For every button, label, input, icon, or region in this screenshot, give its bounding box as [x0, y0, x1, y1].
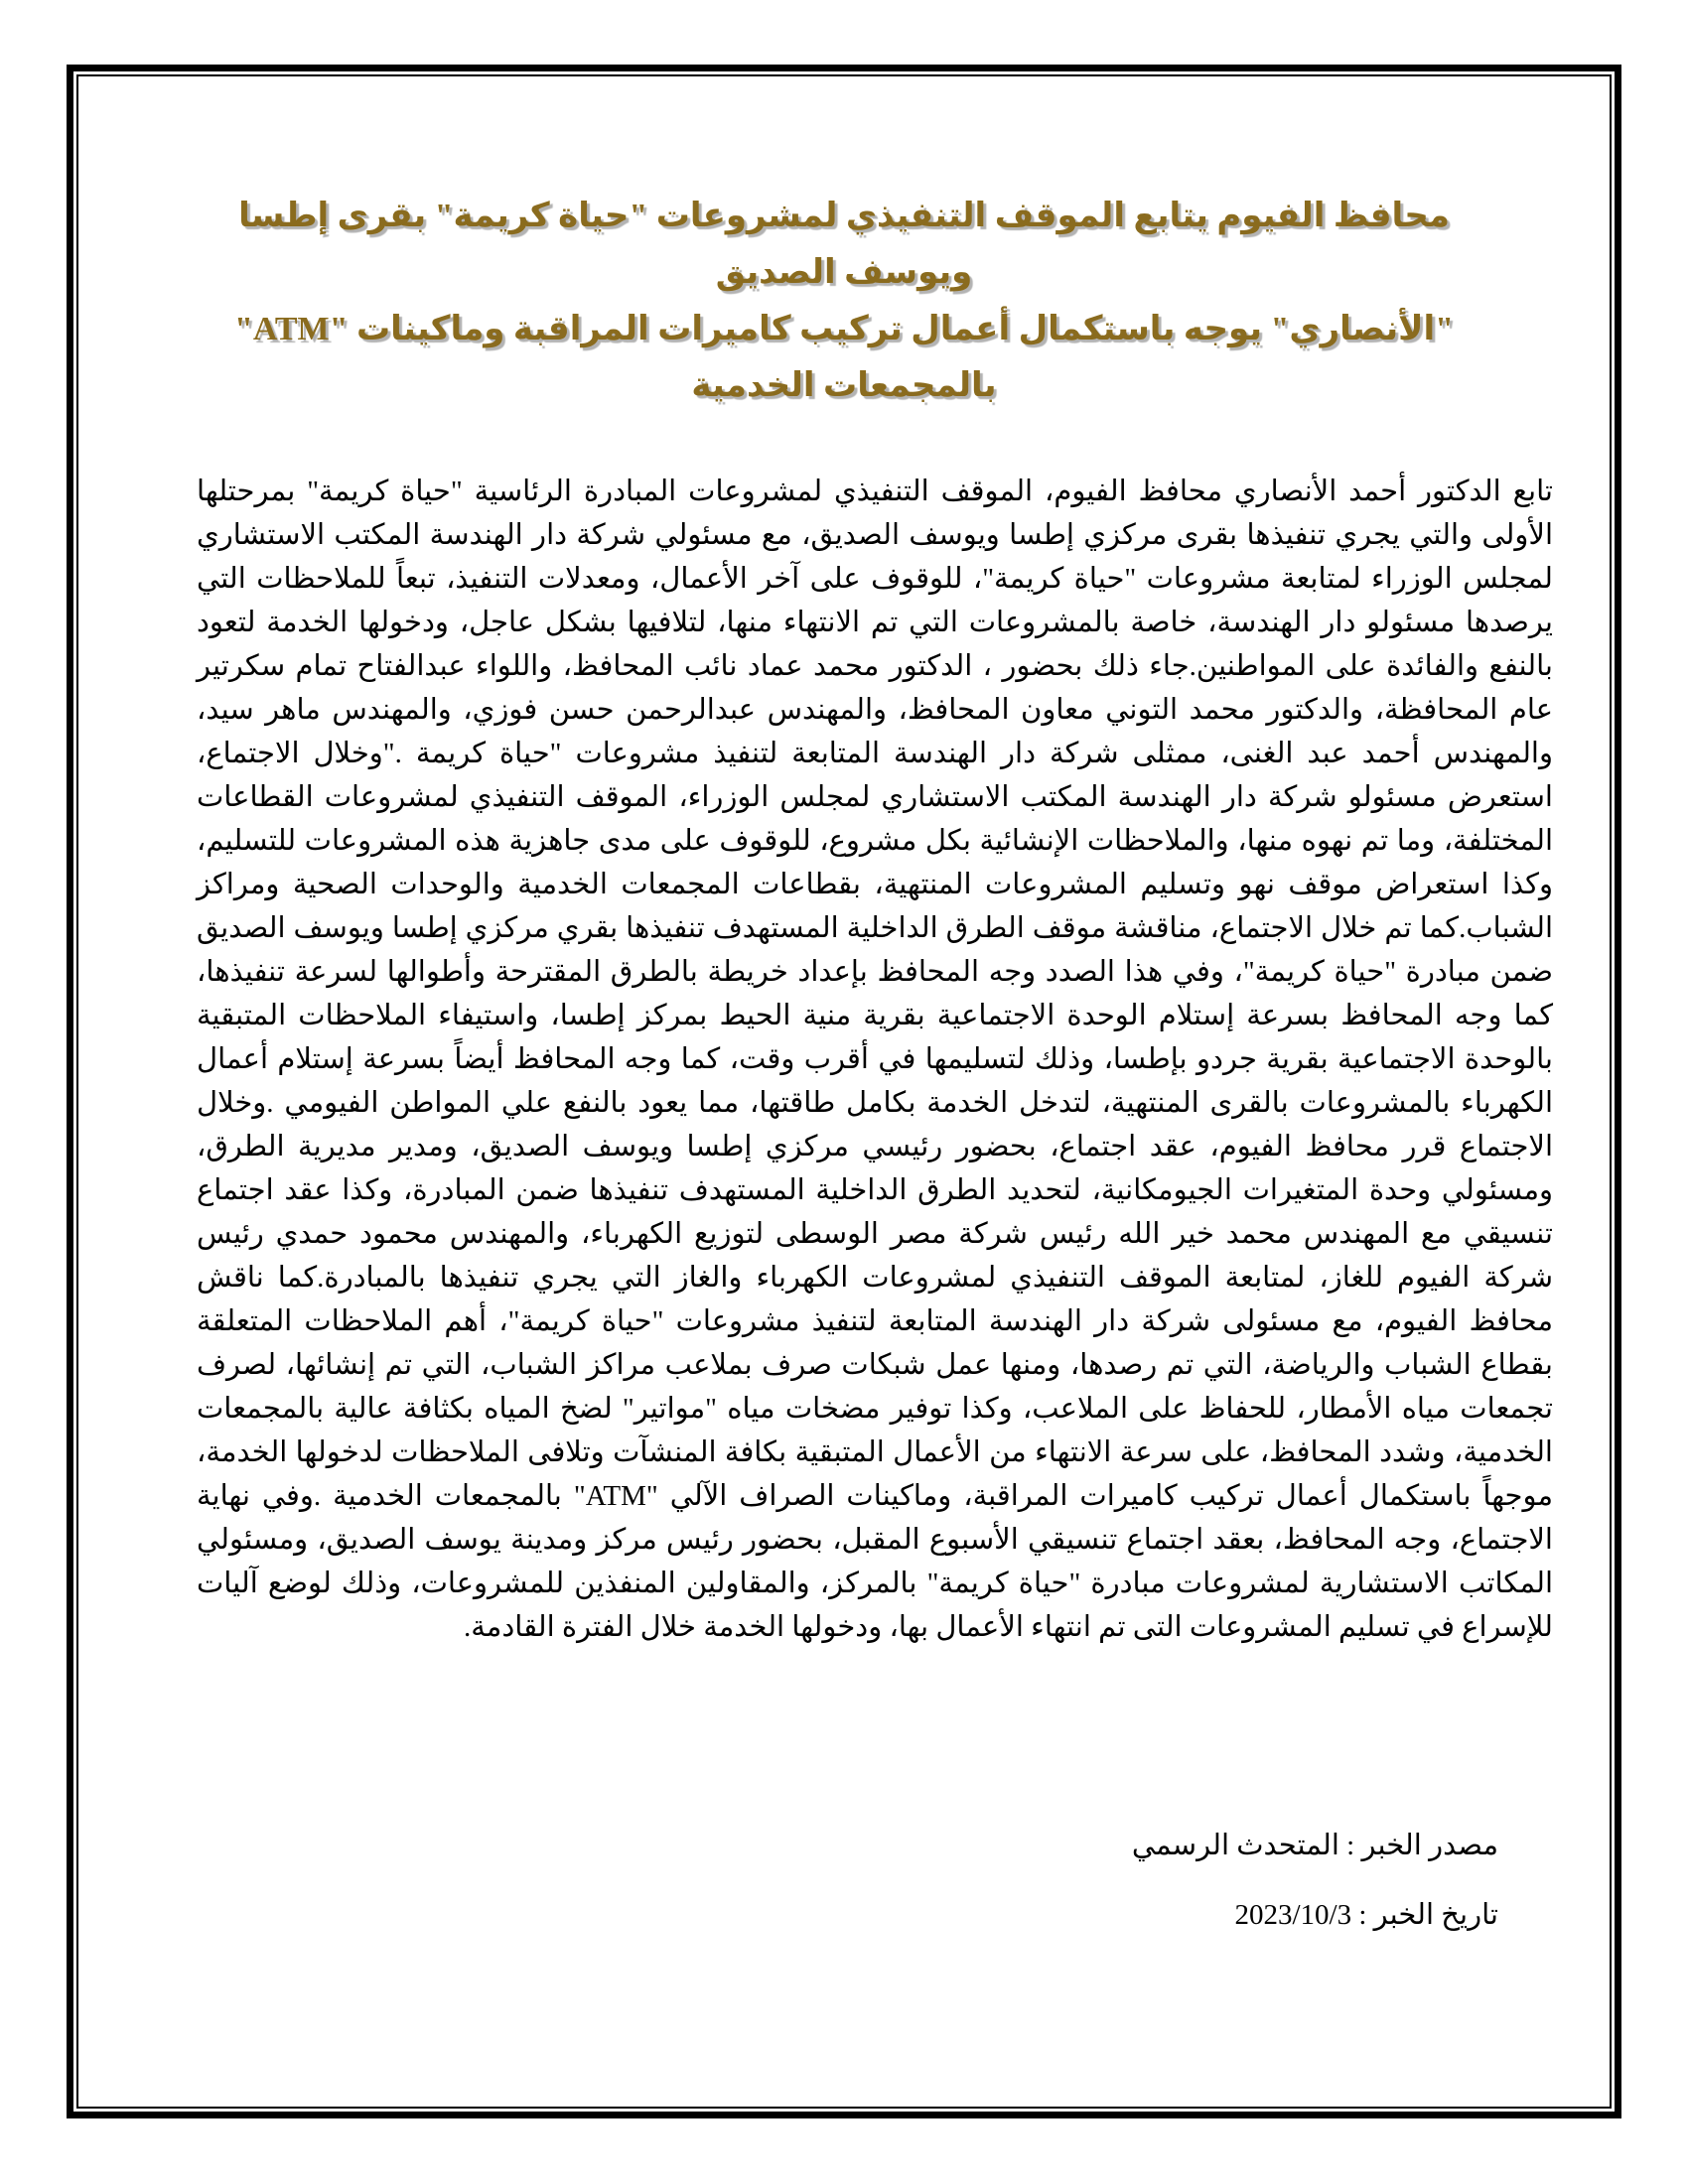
- article-footer: [78, 1824, 1610, 1937]
- news-source-line: مصدر الخبر : المتحدث الرسمي: [1131, 1830, 1498, 1861]
- title-line-4: بالمجمعات الخدمية: [691, 367, 997, 404]
- document-border-frame: [67, 65, 1621, 2118]
- document-title: [148, 188, 1540, 414]
- document-content: [78, 188, 1610, 2109]
- news-date-line: تاريخ الخبر : 2023/10/3: [1234, 1899, 1498, 1931]
- title-line-2: ويوسف الصديق: [715, 254, 973, 291]
- document-border-inner-line: [76, 74, 1612, 2109]
- title-line-1: محافظ الفيوم يتابع الموقف التنفيذي لمشروعات "حياة كريمة" بقرى إطسا: [238, 198, 1450, 234]
- article-body: تابع الدكتور أحمد الأنصاري محافظ الفيوم، الموقف التنفيذي لمشروعات المبادرة الرئاسية "حياة كريمة" بمرحتلها الأولى والتي يجري تنفيذها بقرى مركزي إطسا ويوسف الصديق، مع مسئولي شركة دار الهندسة المكتب الاستشاري لمجلس الوزراء لمتابعة مشروعات "حياة كريمة"، للوقوف على آخر الأعمال، ومعدلات التنفيذ، تبعاً للملاحظات التي يرصدها مسئولو دار الهندسة، خاصة بالمشروعات التي تم الانتهاء منها، لتلافيها بشكل عاجل، ودخولها الخدمة لتعود بالنفع والفائدة على المواطنين.جاء ذلك بحضور ، الدكتور محمد عماد نائب المحافظ، واللواء عبدالفتاح تمام سكرتير عام المحافظة، والدكتور محمد التوني معاون المحافظ، والمهندس عبدالرحمن حسن فوزي، والمهندس ماهر سيد، والمهندس أحمد عبد الغنى، ممثلى شركة دار الهندسة المتابعة لتنفيذ مشروعات "حياة كريمة ."وخلال الاجتماع، استعرض مسئولو شركة دار الهندسة المكتب الاستشاري لمجلس الوزراء، الموقف التنفيذي لمشروعات القطاعات المختلفة، وما تم نهوه منها، والملاحظات الإنشائية بكل مشروع، للوقوف على مدى جاهزية هذه المشروعات للتسليم، وكذا استعراض موقف نهو وتسليم المشروعات المنتهية، بقطاعات المجمعات الخدمية والوحدات الصحية ومراكز الشباب.كما تم خلال الاجتماع، مناقشة موقف الطرق الداخلية المستهدف تنفيذها بقري مركزي إطسا ويوسف الصديق ضمن مبادرة "حياة كريمة"، وفي هذا الصدد وجه المحافظ بإعداد خريطة بالطرق المقترحة وأطوالها لسرعة تنفيذها، كما وجه المحافظ بسرعة إستلام الوحدة الاجتماعية بقرية منية الحيط بمركز إطسا، واستيفاء الملاحظات المتبقية بالوحدة الاجتماعية بقرية جردو بإطسا، وذلك لتسليمها في أقرب وقت، كما وجه المحافظ أيضاً بسرعة إستلام أعمال الكهرباء بالمشروعات بالقرى المنتهية، لتدخل الخدمة بكامل طاقتها، مما يعود بالنفع علي المواطن الفيومي .وخلال الاجتماع قرر محافظ الفيوم، عقد اجتماع، بحضور رئيسي مركزي إطسا ويوسف الصديق، ومدير مديرية الطرق، ومسئولي وحدة المتغيرات الجيومكانية، لتحديد الطرق الداخلية المستهدف تنفيذها ضمن المبادرة، وكذا عقد اجتماع تنسيقي مع المهندس محمد خير الله رئيس شركة مصر الوسطى لتوزيع الكهرباء، والمهندس محمود حمدي رئيس شركة الفيوم للغاز، لمتابعة الموقف التنفيذي لمشروعات الكهرباء والغاز التي يجري تنفيذها بالمبادرة.كما ناقش محافظ الفيوم، مع مسئولى شركة دار الهندسة المتابعة لتنفيذ مشروعات "حياة كريمة"، أهم الملاحظات المتعلقة بقطاع الشباب والرياضة، التي تم رصدها، ومنها عمل شبكات صرف بملاعب مراكز الشباب، التي تم إنشائها، لصرف تجمعات مياه الأمطار، للحفاظ على الملاعب، وكذا توفير مضخات مياه "مواتير" لضخ المياه بكثافة عالية بالمجمعات الخدمية، وشدد المحافظ، على سرعة الانتهاء من الأعمال المتبقية بكافة المنشآت وتلافى الملاحظات لدخولها الخدمة، موجهاً باستكمال أعمال تركيب كاميرات المراقبة، وماكينات الصراف الآلي "ATM" بالمجمعات الخدمية .وفي نهاية الاجتماع، وجه المحافظ، بعقد اجتماع تنسيقي الأسبوع المقبل، بحضور رئيس مركز ومدينة يوسف الصديق، ومسئولي المكاتب الاستشارية لمشروعات مبادرة "حياة كريمة" بالمركز، والمقاولين المنفذين للمشروعات، وذلك لوضع آليات للإسراع في تسليم المشروعات التى تم انتهاء الأعمال بها، ودخولها الخدمة خلال الفترة القادمة.: [197, 476, 1554, 1643]
- title-line-3: "الأنصاري" يوجه باستكمال أعمال تركيب كاميرات المراقبة وماكينات "ATM": [233, 311, 1455, 347]
